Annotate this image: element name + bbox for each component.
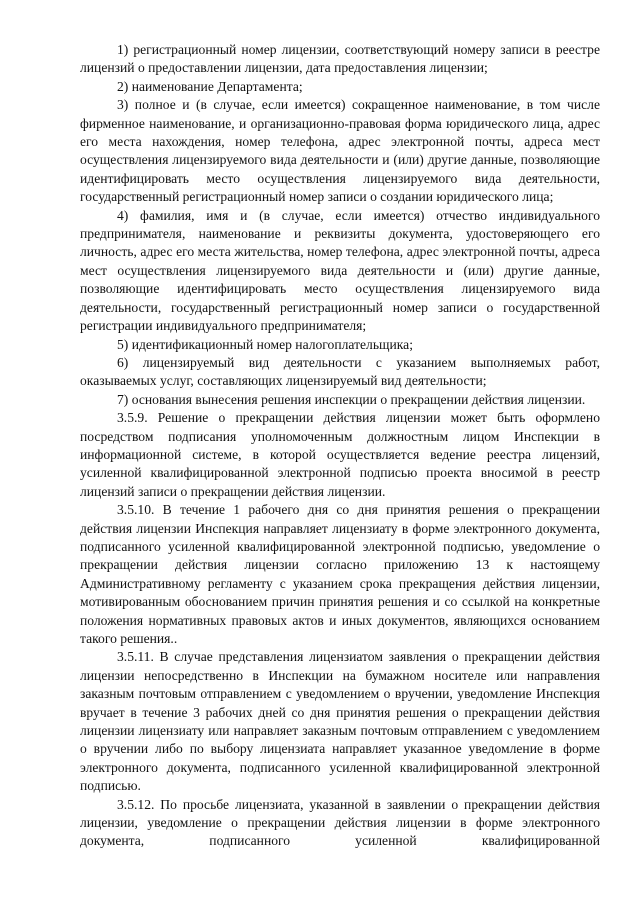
paragraph-item-5: 5) идентификационный номер налогоплательщика;	[117, 336, 413, 352]
paragraph-3-5-10: 3.5.10. В течение 1 рабочего дня со дня принятия решения о прекращении действия лицензии Инспекция направляет лицензиату в форме электронного документа, подписанного усиленной квалифицированной электронной подписью, уведомление о прекращении действия лицензии согласно приложению 13 к настоящему Административному регламенту с указанием срока прекращения действия лицензии, мотивированным обоснованием причин принятия решения и со ссылкой на конкретные положения нормативных правовых актов и иных документов, являющихся основанием такого решения..	[80, 502, 600, 646]
paragraph-3-5-11: 3.5.11. В случае представления лицензиатом заявления о прекращении действия лицензии непосредственно в Инспекции на бумажном носителе или направления заказным почтовым отправлением с уведомлением о вручении, уведомление Инспекция вручает в течение 3 рабочих дней со дня принятия решения о прекращении действия лицензии лицензиату или направляет заказным почтовым отправлением с уведомлением о вручении либо по выбору лицензиата направляет указанное уведомление в форме электронного документа, подписанного усиленной квалифицированной электронной подписью.	[80, 649, 600, 794]
paragraph-item-2: 2) наименование Департамента;	[117, 78, 303, 94]
paragraph-item-1: 1) регистрационный номер лицензии, соответствующий номеру записи в реестре лицензий о предоставлении лицензии, дата предоставления лицензии;	[80, 42, 600, 76]
document-page	[80, 41, 600, 851]
paragraph-item-7: 7) основания вынесения решения инспекции о прекращении действия лицензии.	[117, 391, 586, 407]
paragraph-item-3: 3) полное и (в случае, если имеется) сокращенное наименование, в том числе фирменное наименование, и организационно-правовая форма юридического лица, адрес его места нахождения, номер телефона, адрес электронной почты, адреса мест осуществления лицензируемого вида деятельности и (или) другие данные, позволяющие идентифицировать место осуществления лицензируемого вида деятельности, государственный регистрационный номер записи о создании юридического лица;	[80, 97, 600, 205]
paragraph-item-4: 4) фамилия, имя и (в случае, если имеется) отчество индивидуального предпринимателя, наименование и реквизиты документа, удостоверяющего его личность, адрес его места жительства, номер телефона, адрес электронной почты, адреса мест осуществления лицензируемого вида деятельности и (или) другие данные, позволяющие идентифицировать место осуществления лицензируемого вида деятельности, государственный регистрационный номер записи о государственной регистрации индивидуального предпринимателя;	[80, 207, 600, 334]
paragraph-3-5-12: 3.5.12. По просьбе лицензиата, указанной в заявлении о прекращении действия лицензии, уведомление о прекращении действия лицензии в форме электронного документа, подписанного усиленной квалифицированной	[80, 796, 600, 849]
paragraph-item-6: 6) лицензируемый вид деятельности с указанием выполняемых работ, оказываемых услуг, составляющих лицензируемый вид деятельности;	[80, 354, 600, 389]
paragraph-3-5-9: 3.5.9. Решение о прекращении действия лицензии может быть оформлено посредством подписания уполномоченным должностным лицом Инспекции в информационной системе, в которой осуществляется ведение реестра лицензий, усиленной квалифицированной электронной подписью проекта вносимой в реестр лицензий записи о прекращении действия лицензии.	[80, 410, 600, 499]
